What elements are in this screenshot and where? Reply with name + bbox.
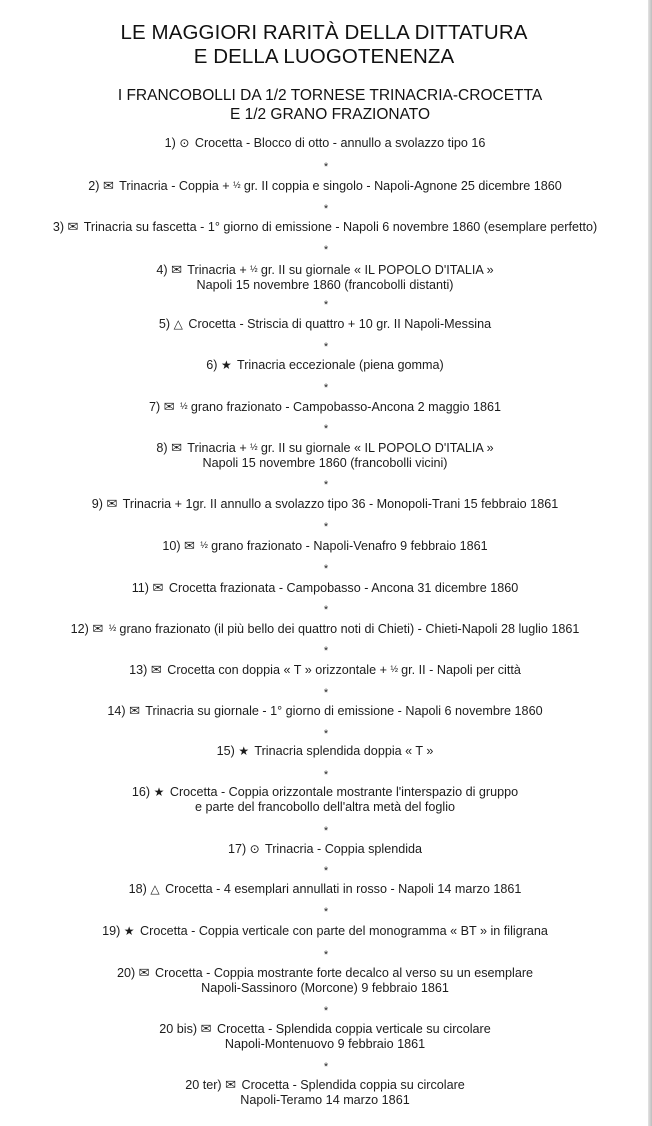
fraction-half: ½ (108, 623, 116, 633)
entry-text-continued: Napoli-Sassinoro (Morcone) 9 febbraio 1861 (201, 981, 449, 995)
entry-text: 14) ✉ Trinacria su giornale - 1° giorno di emissione - Napoli 6 novembre 1860 (107, 703, 543, 718)
entry-number: 4) (156, 263, 172, 277)
entry-number: 17) (227, 842, 250, 856)
subtitle-line-2: E 1/2 GRANO FRAZIONATO (229, 106, 431, 123)
entry-number: 9) (91, 497, 107, 511)
asterisk-separator: * (323, 423, 329, 435)
asterisk-separator: * (323, 479, 329, 491)
entry-text: 12) ✉ ½ grano frazionato (il più bello dei quattro noti di Chieti) - Chieti-Napoli 28 luglio 1861 (70, 621, 580, 636)
list-item (0, 662, 650, 678)
entry-number: 18) (128, 882, 151, 896)
asterisk-separator: * (323, 769, 329, 781)
entry-number: 20) (116, 966, 139, 980)
list-item (0, 219, 650, 235)
entry-number: 15) (216, 744, 239, 758)
entry-number: 12) (70, 622, 93, 636)
asterisk-separator: * (323, 382, 329, 394)
page-edge (648, 0, 652, 1126)
entry-number: 19) (102, 924, 124, 938)
asterisk-separator: * (323, 728, 329, 740)
entry-text: 15) ★ Trinacria splendida doppia « T » (216, 744, 434, 758)
entry-number: 3) (52, 220, 68, 234)
asterisk-separator: * (323, 1061, 329, 1073)
triangle-icon: △ (173, 317, 183, 331)
envelope-icon: ✉ (129, 703, 141, 718)
envelope-icon: ✉ (150, 662, 162, 677)
list-item (0, 621, 650, 637)
envelope-icon: ✉ (184, 538, 195, 553)
entry-number: 11) (131, 581, 153, 595)
entry-text: 19) ★ Crocetta - Coppia verticale con parte del monogramma « BT » in filigrana (102, 924, 548, 938)
entry-text: 20 bis) ✉ Crocetta - Splendida coppia verticale su circolare (159, 1021, 491, 1036)
entry-text: 20 ter) ✉ Crocetta - Splendida coppia su circolare (185, 1077, 465, 1092)
list-item (0, 440, 650, 471)
star-icon: ★ (238, 744, 250, 758)
list-item (0, 1021, 650, 1052)
entry-text: 11) ✉ Crocetta frazionata - Campobasso - Ancona 31 dicembre 1860 (131, 580, 519, 595)
asterisk-separator: * (323, 299, 329, 311)
entry-text: 13) ✉ Crocetta con doppia « T » orizzontale + ½ gr. II - Napoli per città (129, 662, 521, 677)
asterisk-separator: * (323, 341, 329, 353)
list-item (0, 965, 650, 996)
list-item (0, 703, 650, 719)
list-item (0, 538, 650, 554)
asterisk-separator: * (323, 244, 329, 256)
envelope-icon: ✉ (138, 965, 150, 980)
list-item (0, 1077, 650, 1108)
entry-text: 5) △ Crocetta - Striscia di quattro + 10 gr. II Napoli-Messina (158, 317, 492, 331)
fraction-half: ½ (390, 664, 398, 674)
entry-text: 6) ★ Trinacria eccezionale (piena gomma) (206, 358, 444, 372)
asterisk-separator: * (323, 949, 329, 961)
envelope-icon: ✉ (171, 262, 183, 277)
envelope-icon: ✉ (225, 1077, 236, 1092)
list-item (0, 924, 650, 939)
entry-text: 10) ✉ ½ grano frazionato - Napoli-Venafro 9 febbraio 1861 (162, 538, 488, 553)
asterisk-separator: * (323, 521, 329, 533)
entry-text-continued: Napoli 15 novembre 1860 (francobolli distanti) (196, 278, 454, 292)
list-item (0, 136, 650, 151)
entry-text: 3) ✉ Trinacria su fascetta - 1° giorno di emissione - Napoli 6 novembre 1860 (esemplare perfetto) (52, 219, 598, 234)
fraction-half: ½ (250, 442, 258, 452)
envelope-icon: ✉ (67, 219, 79, 234)
asterisk-separator: * (323, 563, 329, 575)
entry-text: 17) ⊙ Trinacria - Coppia splendida (227, 842, 423, 856)
list-item (0, 178, 650, 194)
entry-text: 4) ✉ Trinacria + ½ gr. II su giornale « IL POPOLO D'ITALIA » (156, 262, 494, 277)
list-item (0, 262, 650, 293)
star-icon: ★ (153, 785, 165, 799)
asterisk-separator: * (323, 645, 329, 657)
entry-text: 16) ★ Crocetta - Coppia orizzontale mostrante l'interspazio di gruppo (131, 785, 519, 799)
page-title-line-2: E DELLA LUOGOTENENZA (193, 45, 455, 68)
entry-number: 1) (164, 136, 180, 150)
entry-text: 9) ✉ Trinacria + 1gr. II annullo a svolazzo tipo 36 - Monopoli-Trani 15 febbraio 1861 (91, 496, 559, 511)
asterisk-separator: * (323, 687, 329, 699)
list-item (0, 744, 650, 759)
envelope-icon: ✉ (106, 496, 118, 511)
asterisk-separator: * (323, 1005, 329, 1017)
list-item (0, 399, 650, 415)
entry-number: 7) (149, 400, 164, 414)
circle-dot-icon: ⊙ (179, 136, 190, 150)
entry-number: 8) (156, 441, 172, 455)
entry-number: 20 bis) (159, 1022, 201, 1036)
envelope-icon: ✉ (102, 178, 114, 193)
envelope-icon: ✉ (171, 440, 183, 455)
entry-text-continued: Napoli-Teramo 14 marzo 1861 (240, 1093, 410, 1107)
fraction-half: ½ (180, 401, 188, 411)
list-item (0, 358, 650, 373)
asterisk-separator: * (323, 161, 329, 173)
fraction-half: ½ (250, 264, 258, 274)
entry-text: 8) ✉ Trinacria + ½ gr. II su giornale « IL POPOLO D'ITALIA » (156, 440, 494, 455)
entry-text-continued: Napoli-Montenuovo 9 febbraio 1861 (224, 1037, 426, 1051)
list-item (0, 580, 650, 596)
envelope-icon: ✉ (92, 621, 104, 636)
list-item (0, 842, 650, 857)
entry-number: 6) (206, 358, 221, 372)
envelope-icon: ✉ (163, 399, 175, 414)
star-icon: ★ (220, 358, 232, 372)
entry-text: 7) ✉ ½ grano frazionato - Campobasso-Ancona 2 maggio 1861 (149, 399, 501, 414)
envelope-icon: ✉ (200, 1021, 212, 1036)
entry-number: 20 ter) (185, 1078, 226, 1092)
list-item (0, 882, 650, 897)
list-item (0, 317, 650, 332)
asterisk-separator: * (323, 865, 329, 877)
asterisk-separator: * (323, 604, 329, 616)
circle-dot-icon: ⊙ (249, 842, 260, 856)
entry-number: 5) (158, 317, 174, 331)
envelope-icon: ✉ (152, 580, 164, 595)
asterisk-separator: * (323, 203, 329, 215)
entry-text: 20) ✉ Crocetta - Coppia mostrante forte decalco al verso su un esemplare (116, 965, 534, 980)
entry-text-continued: Napoli 15 novembre 1860 (francobolli vicini) (202, 456, 448, 470)
entry-text: 1) ⊙ Crocetta - Blocco di otto - annullo a svolazzo tipo 16 (164, 136, 486, 150)
asterisk-separator: * (323, 906, 329, 918)
entry-text-continued: e parte del francobollo dell'altra metà del foglio (194, 800, 456, 814)
entry-number: 2) (88, 179, 103, 193)
fraction-half: ½ (200, 540, 208, 550)
entry-number: 10) (162, 539, 185, 553)
star-icon: ★ (123, 924, 135, 938)
asterisk-separator: * (323, 825, 329, 837)
entry-number: 13) (129, 663, 151, 677)
entry-text: 18) △ Crocetta - 4 esemplari annullati in rosso - Napoli 14 marzo 1861 (128, 882, 522, 896)
list-item (0, 496, 650, 512)
subtitle-line-1: I FRANCOBOLLI DA 1/2 TORNESE TRINACRIA-CROCETTA (117, 87, 543, 104)
entry-text: 2) ✉ Trinacria - Coppia + ½ gr. II coppia e singolo - Napoli-Agnone 25 dicembre 1860 (88, 178, 562, 193)
fraction-half: ½ (233, 180, 241, 190)
entry-number: 16) (131, 785, 154, 799)
triangle-icon: △ (150, 882, 160, 896)
page-title-line-1: LE MAGGIORI RARITÀ DELLA DITTATURA (120, 21, 528, 44)
list-item (0, 785, 650, 815)
entry-number: 14) (107, 704, 130, 718)
